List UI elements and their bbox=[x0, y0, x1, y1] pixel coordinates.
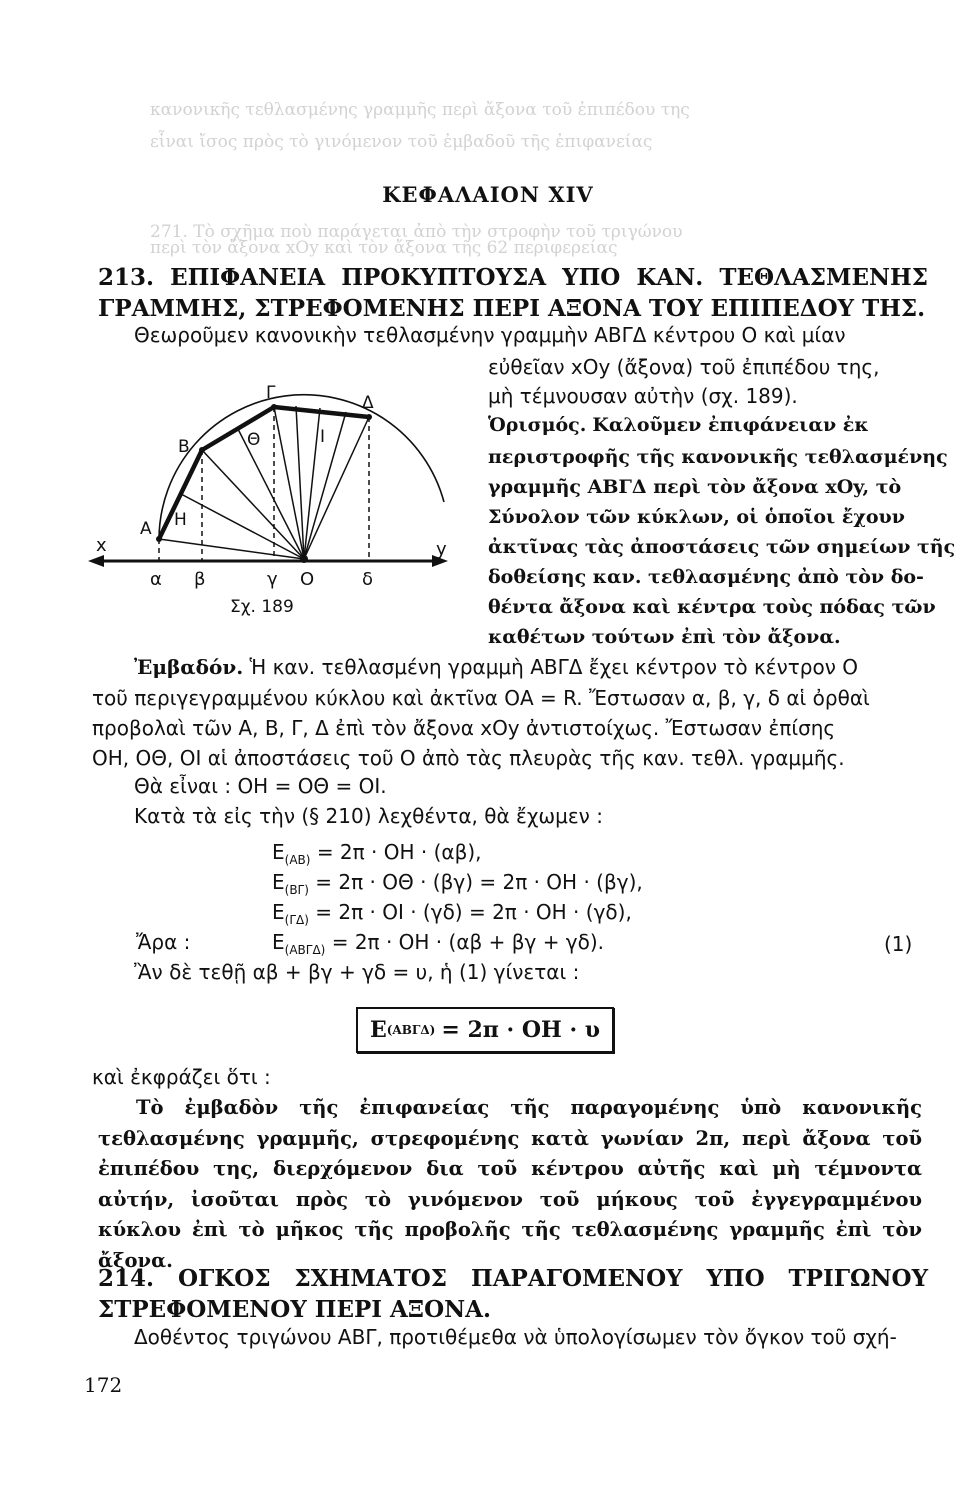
section-213-title: 213. ΕΠΙΦΑΝΕΙΑ ΠΡΟΚΥΠΤΟΥΣΑ ΥΠΟ ΚΑΝ. ΤΕΘΛΑΣΜΕΝΗΣ ΓΡΑΜΜΗΣ, ΣΤΡΕΦΟΜΕΝΗΣ ΠΕΡΙ ΑΞΟΝΑ ΤΟΥ ΕΠΙΠΕΔΟΥ ΤΗΣ. bbox=[98, 264, 928, 322]
radius-line bbox=[202, 450, 304, 559]
label-h: Η bbox=[174, 510, 187, 530]
definition-head: Ὁρισμός. bbox=[488, 414, 587, 436]
formula-bg: $E_{(B\Gamma)} = 2\pi \cdot O\Theta \cdot (\beta\gamma) = 2\pi \cdot OH \cdot (\beta\gamma)$, bbox=[272, 870, 643, 897]
definition-text: Καλοῦμεν ἐπιφάνειαν ἐκ bbox=[592, 414, 869, 436]
figure-caption: Σχ. 189 bbox=[230, 597, 294, 617]
figure-189 bbox=[84, 384, 464, 624]
radii bbox=[159, 406, 369, 559]
area-line: προβολαὶ τῶν Α, Β, Γ, Δ ἐπὶ τὸν ἄξονα xOy ἀντιστοίχως. Ἔστωσαν ἐπίσης bbox=[92, 716, 836, 740]
area-line: Θὰ εἶναι : ΟΗ = ΟΘ = ΟΙ. bbox=[134, 774, 387, 798]
boxed-formula: Ε (ΑΒΓΔ) = 2π · ΟΗ · υ bbox=[356, 1007, 614, 1053]
label-o: Ο bbox=[300, 569, 315, 590]
bleed-through-text: 271. Τὸ σχῆμα ποὺ παράγεται ἀπὸ τὴν στροφὴν τοῦ τριγώνου bbox=[150, 222, 683, 242]
equation-number: (1) bbox=[884, 932, 913, 956]
area-text: Ἡ καν. τεθλασμένη γραμμὴ ΑΒΓΔ ἔχει κέντρον τὸ κέντρον Ο bbox=[249, 655, 858, 679]
definition-line: θέντα ἄξονα καὶ κέντρα τοὺς πόδας τῶν bbox=[488, 596, 936, 618]
area-line: Κατὰ τὰ εἰς τὴν (§ 210) λεχθέντα, θὰ ἔχωμεν : bbox=[134, 804, 603, 828]
formula-total: $E_{(AB\Gamma\Delta)} = 2\pi \cdot OH \cdot (\alpha\beta + \beta\gamma + \gamma\delta)$. bbox=[272, 930, 605, 957]
area-first-line bbox=[134, 655, 858, 679]
definition-line: δοθείσης καν. τεθλασμένης ἀπὸ τὸν δο- bbox=[488, 566, 924, 588]
area-head: Ἐμβαδόν. bbox=[134, 655, 244, 679]
definition-line: Σύνολον τῶν κύκλων, οἱ ὁποῖοι ἔχουν bbox=[488, 506, 905, 528]
intro-line: Θεωροῦμεν κανονικὴν τεθλασμένην γραμμὴν ΑΒΓΔ κέντρου Ο καὶ μίαν bbox=[134, 323, 846, 347]
bleed-through-text: εἶναι ἴσος πρὸς τὸ γινόμενον τοῦ ἐμβαδοῦ τῆς ἐπιφανείας bbox=[150, 132, 653, 152]
formula-gd: $E_{(\Gamma\Delta)} = 2\pi \cdot OI \cdot (\gamma\delta) = 2\pi \cdot OH \cdot (\gamma\delta)$, bbox=[272, 900, 632, 927]
chapter-title: ΚΕΦΑΛΑΙΟΝ XIV bbox=[382, 182, 594, 207]
definition-line: γραμμῆς ΑΒΓΔ περὶ τὸν ἄξονα xOy, τὸ bbox=[488, 476, 902, 498]
label-a: Α bbox=[140, 519, 152, 539]
expresses-line: καὶ ἐκφράζει ὅτι : bbox=[92, 1065, 271, 1089]
section-214-text: Δοθέντος τριγώνου ΑΒΓ, προτιθέμεθα νὰ ὑπολογίσωμεν τὸν ὄγκον τοῦ σχή- bbox=[134, 1325, 897, 1349]
formula-ara-label: Ἄρα : bbox=[136, 930, 191, 954]
point-g bbox=[271, 404, 277, 410]
definition-line: περιστροφῆς τῆς κανονικῆς τεθλασμένης bbox=[488, 446, 948, 468]
definition-first-line bbox=[488, 414, 869, 436]
label-g: Γ bbox=[266, 384, 276, 403]
label-th: Θ bbox=[247, 430, 261, 450]
formula-ab: $E_{(AB)} = 2\pi \cdot OH \cdot (\alpha\beta)$, bbox=[272, 840, 482, 867]
intro-line: εὐθεῖαν xOy (ἄξονα) τοῦ ἐπιπέδου της, bbox=[488, 355, 880, 379]
broken-line-abgd bbox=[159, 407, 369, 539]
label-gamma: γ bbox=[267, 569, 278, 590]
theorem-paragraph: Τὸ ἐμβαδὸν τῆς ἐπιφανείας τῆς παραγομένης ὑπὸ κανονικῆς τεθλασμένης γραμμῆς, στρεφομένης κατὰ γωνίαν 2π, περὶ ἄξονα τοῦ ἐπιπέδου της, διερχόμενον δια τοῦ κέντρου αὐτῆς καὶ μὴ τέμνοντα αὐτήν, ἰσοῦται πρὸς τὸ γινόμενον τοῦ μήκους τοῦ ἐγγεγραμμένου κύκλου ἐπὶ τὸ μῆκος τῆς προβολῆς τῆς τεθλασμένης γραμμῆς ἐπὶ τὸν ἄξονα. bbox=[98, 1096, 922, 1272]
label-delta: δ bbox=[362, 569, 374, 590]
axis-arrow-left bbox=[88, 555, 104, 567]
point-b bbox=[199, 447, 205, 453]
intro-line: μὴ τέμνουσαν αὐτὴν (σχ. 189). bbox=[488, 384, 798, 408]
label-alpha: α bbox=[150, 569, 162, 590]
label-beta: β bbox=[194, 569, 206, 590]
definition-line: καθέτων τούτων ἐπὶ τὸν ἄξονα. bbox=[488, 626, 841, 648]
radius-line bbox=[304, 417, 369, 559]
point-o bbox=[300, 555, 308, 563]
bleed-through-text: περὶ τὸν ἄξονα xOy καὶ τὸν ἄξονα τῆς 62 περιφερείας bbox=[150, 238, 618, 258]
area-line: τοῦ περιγεγραμμένου κύκλου καὶ ἀκτῖνα ΟΑ = R. Ἔστωσαν α, β, γ, δ αἱ ὀρθαὶ bbox=[92, 686, 870, 710]
point-a bbox=[156, 536, 162, 542]
radius-line bbox=[159, 539, 304, 559]
label-x: x bbox=[96, 535, 107, 556]
bleed-through-text: κανονικῆς τεθλασμένης γραμμῆς περὶ ἄξονα τοῦ ἐπιπέδου της bbox=[150, 100, 690, 120]
radius-line bbox=[181, 494, 304, 559]
label-i: Ι bbox=[320, 427, 326, 447]
point-d bbox=[366, 414, 372, 420]
label-b: Β bbox=[178, 437, 190, 457]
section-214-title: 214. ΟΓΚΟΣ ΣΧΗΜΑΤΟΣ ΠΑΡΑΓΟΜΕΝΟΥ ΥΠΟ ΤΡΙΓΩΝΟΥ ΣΤΡΕΦΟΜΕΝΟΥ ΠΕΡΙ ΑΞΟΝΑ. bbox=[98, 1265, 928, 1323]
definition-line: ἀκτῖνας τὰς ἀποστάσεις τῶν σημείων τῆς bbox=[488, 536, 956, 558]
substitution-note: Ἂν δὲ τεθῇ αβ + βγ + γδ = υ, ἡ (1) γίνεται : bbox=[134, 960, 580, 984]
radius-line bbox=[304, 408, 320, 559]
page-number: 172 bbox=[84, 1373, 123, 1397]
area-line: ΟΗ, ΟΘ, ΟΙ αἱ ἀποστάσεις τοῦ Ο ἀπὸ τὰς πλευρὰς τῆς καν. τεθλ. γραμμῆς. bbox=[92, 746, 845, 770]
label-d: Δ bbox=[362, 393, 374, 413]
label-y: y bbox=[436, 539, 447, 560]
